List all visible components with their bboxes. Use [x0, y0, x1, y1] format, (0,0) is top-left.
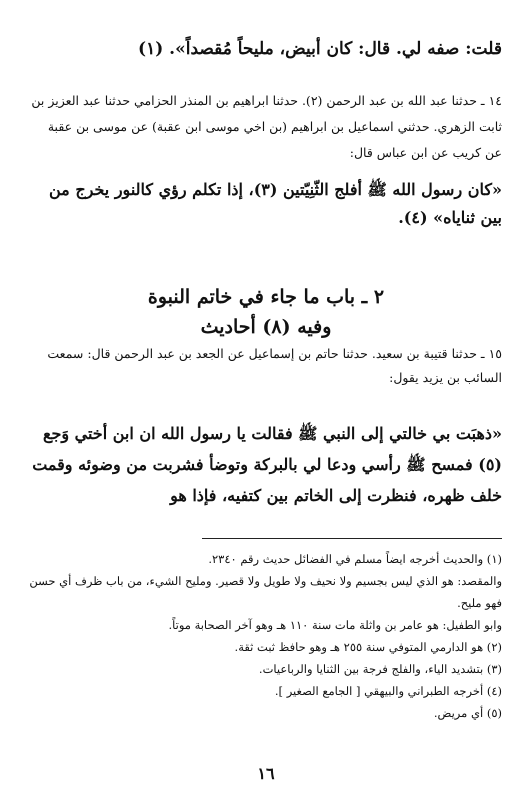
chapter-title: ٢ ـ باب ما جاء في خاتم النبوة — [147, 286, 385, 308]
footnote: (٤) أخرجه الطبراني والبيهقي [ الجامع الصغير ]. — [274, 684, 502, 698]
chapter-subtitle: وفيه (٨) أحاديث — [200, 316, 332, 338]
hadith-15-chain: ١٥ ـ حدثنا قتيبة بن سعيد. حدثنا حاتم بن إسماعيل عن الجعد بن عبد الرحمن قال: سمعت السائب بن يزيد يقول: — [47, 346, 502, 385]
footnote-divider — [202, 538, 502, 539]
footnote: والمقصد: هو الذي ليس بجسيم ولا نحيف ولا طويل ولا قصير. ومليح الشيء، من باب ظرف أي حسن فهو مليح. — [29, 574, 502, 610]
page-number: ١٦ — [257, 764, 275, 783]
hadith-14-chain: ١٤ ـ حدثنا عبد الله بن عبد الرحمن (٢). حدثنا ابراهيم بن المنذر الحزامي حدثنا عبد العزيز بن ثابت الزهري. حدثني اسماعيل بن ابراهيم (بن اخي موسى ابن عقبة) عن موسى بن عقبة عن كريب عن ابن عباس قال: — [31, 93, 502, 160]
hadith-15-text: «ذهبَت بي خالتي إلى النبي ﷺ فقالت يا رسول الله ان ابن أختي وَجع (٥) فمسح ﷺ رأسي ودعا لي بالبركة وتوضأ فشربت من وضوئه وقمت خلف ظهره، فنظرت إلى الخاتم بين كتفيه، فإذا هو — [32, 424, 502, 505]
hadith-14-text: «كان رسول الله ﷺ أفلج الثّنِيّتين (٣)، إذا تكلم رؤي كالنور يخرج من بين ثناياه» (٤). — [49, 180, 502, 227]
footnote: (٥) أي مريض. — [433, 706, 502, 720]
footnote: (٣) بتشديد الياء، والفلج فرجة بين الثنايا والرباعيات. — [258, 662, 502, 676]
top-line: قلت: صفه لي. قال: كان أبيض، مليحاً مُقصداً». (١) — [138, 39, 502, 59]
footnote: وابو الطفيل: هو عامر بن واثلة مات سنة ١١٠ هـ وهو آخر الصحابة موتاً. — [168, 618, 502, 632]
footnotes — [28, 548, 502, 724]
chapter-heading — [20, 282, 512, 342]
footnote: (١) والحديث أخرجه ايضاً مسلم في الفضائل حديث رقم ٢٣٤٠. — [208, 552, 502, 566]
footnote: (٢) هو الدارمي المتوفي سنة ٢٥٥ هـ وهو حافظ ثبت ثقة. — [234, 640, 502, 654]
